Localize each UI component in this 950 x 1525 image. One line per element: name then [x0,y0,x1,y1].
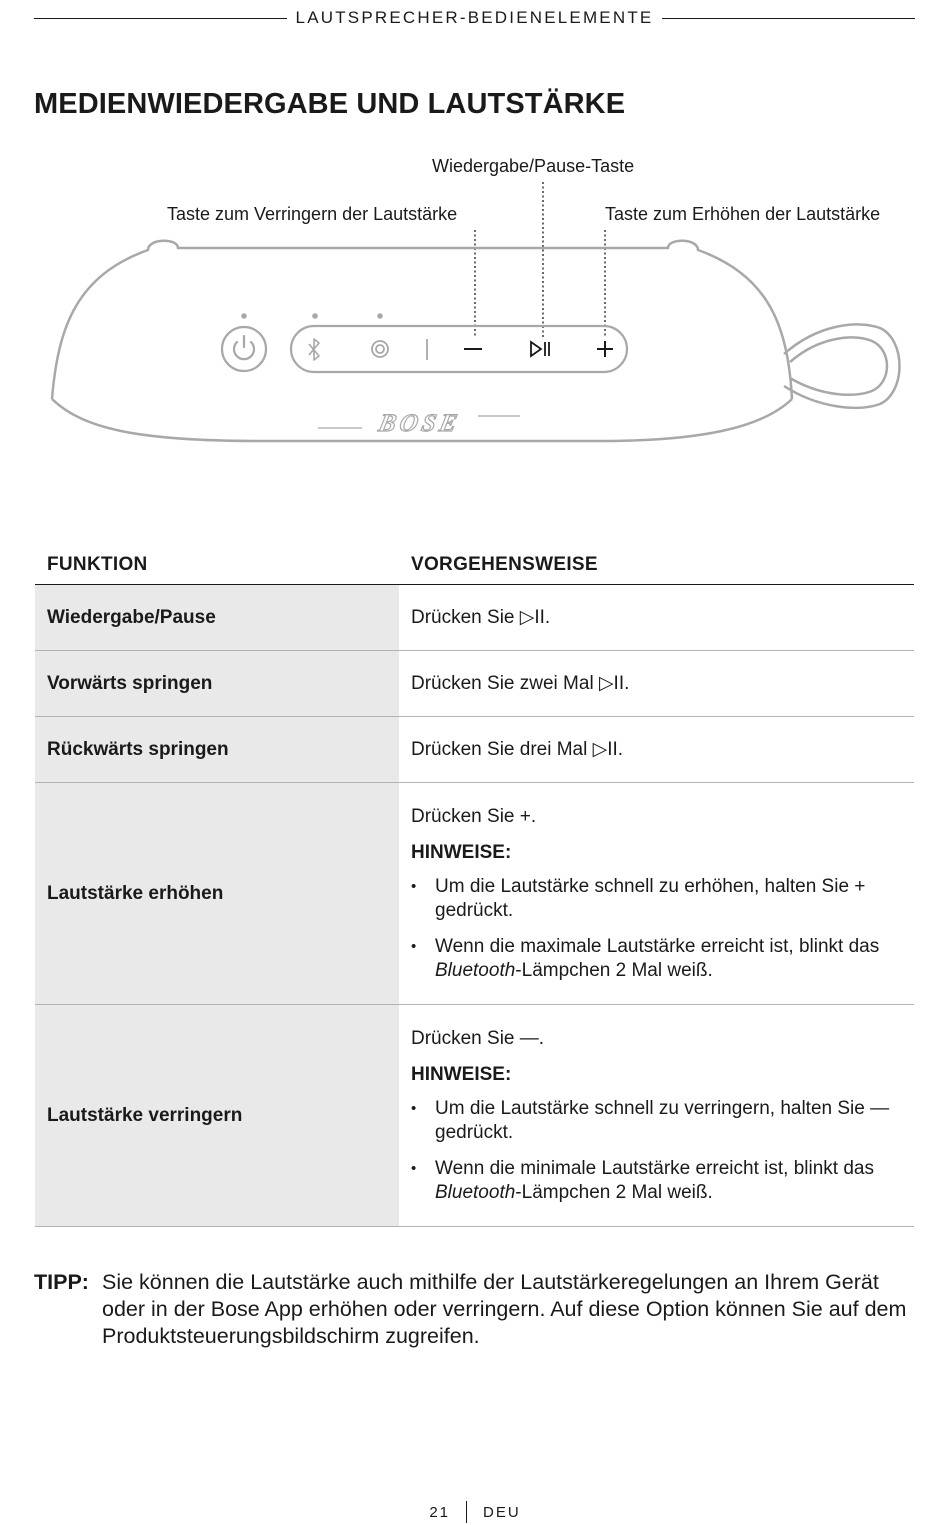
footer-separator [466,1501,467,1523]
language-code: DEU [483,1503,521,1521]
note-item: • Wenn die maximale Lautstärke erreicht ist, blinkt das Bluetooth-Lämpchen 2 Mal weiß. [411,935,902,983]
shortcut-button[interactable] [372,341,388,357]
table-row [35,585,914,651]
header-rule-right [662,18,915,19]
procedure-text: Drücken Sie —. [411,1027,545,1049]
procedure-cell [399,783,914,1005]
control-panel [291,326,627,372]
bluetooth-term: Bluetooth [435,1181,516,1203]
notes-list [411,875,902,983]
callout-volume-down: Taste zum Verringern der Lautstärke [167,204,458,224]
page-number: 21 [429,1503,450,1521]
callout-play-pause: Wiedergabe/Pause-Taste [432,156,635,176]
header-procedure: VORGEHENSWEISE [399,550,914,585]
table-header-row [35,550,914,585]
section-header [34,6,915,30]
table-row [35,651,914,717]
bluetooth-term: Bluetooth [435,959,516,981]
power-button[interactable] [222,327,266,371]
header-rule-left [34,18,287,19]
play-pause-button[interactable] [531,342,549,356]
note-item: • Wenn die minimale Lautstärke erreicht ist, blinkt das Bluetooth-Lämpchen 2 Mal weiß. [411,1157,902,1205]
page-footer [0,1501,950,1523]
speaker-illustration [0,150,950,460]
volume-up-button[interactable] [597,341,613,357]
function-cell: Wiedergabe/Pause [35,585,399,651]
controls-table [35,550,914,1227]
notes-list [411,1097,902,1205]
procedure-cell [399,1005,914,1227]
callout-leader-lines [475,182,605,338]
function-cell: Rückwärts springen [35,717,399,783]
speaker-strap [784,324,900,407]
note-item: • Um die Lautstärke schnell zu erhöhen, halten Sie + gedrückt. [411,875,902,923]
function-cell: Vorwärts springen [35,651,399,717]
function-cell: Lautstärke verringern [35,1005,399,1227]
procedure-cell: Drücken Sie zwei Mal ▷II. [399,651,914,717]
note-item: • Um die Lautstärke schnell zu verringern, halten Sie — gedrückt. [411,1097,902,1145]
section-title: LAUTSPRECHER-BEDIENELEMENTE [295,8,654,27]
procedure-cell: Drücken Sie ▷II. [399,585,914,651]
notes-label: HINWEISE: [411,841,512,863]
tip-label: TIPP: [34,1270,89,1294]
table-row [35,1005,914,1227]
tip-box [34,1269,914,1350]
procedure-text: Drücken Sie +. [411,805,537,827]
table-row [35,783,914,1005]
notes-label: HINWEISE: [411,1063,512,1085]
power-icon [234,336,254,359]
page-title: MEDIENWIEDERGABE UND LAUTSTÄRKE [34,88,626,120]
bose-logo [318,409,520,437]
tip-text: Sie können die Lautstärke auch mithilfe der Lautstärkeregelungen an Ihrem Gerät oder in der Bose App erhöhen oder verringern. Auf diese Option können Sie auf dem Produktsteuerungsbildschirm zugreifen. [102,1270,907,1348]
function-cell: Lautstärke erhöhen [35,783,399,1005]
table-row [35,717,914,783]
callout-volume-up: Taste zum Erhöhen der Lautstärke [605,204,881,224]
header-function: FUNKTION [35,550,399,585]
svg-text:BOSE: BOSE [376,409,464,437]
procedure-cell: Drücken Sie drei Mal ▷II. [399,717,914,783]
bluetooth-icon [309,339,319,360]
status-leds [241,313,383,319]
speaker-diagram [0,150,950,460]
